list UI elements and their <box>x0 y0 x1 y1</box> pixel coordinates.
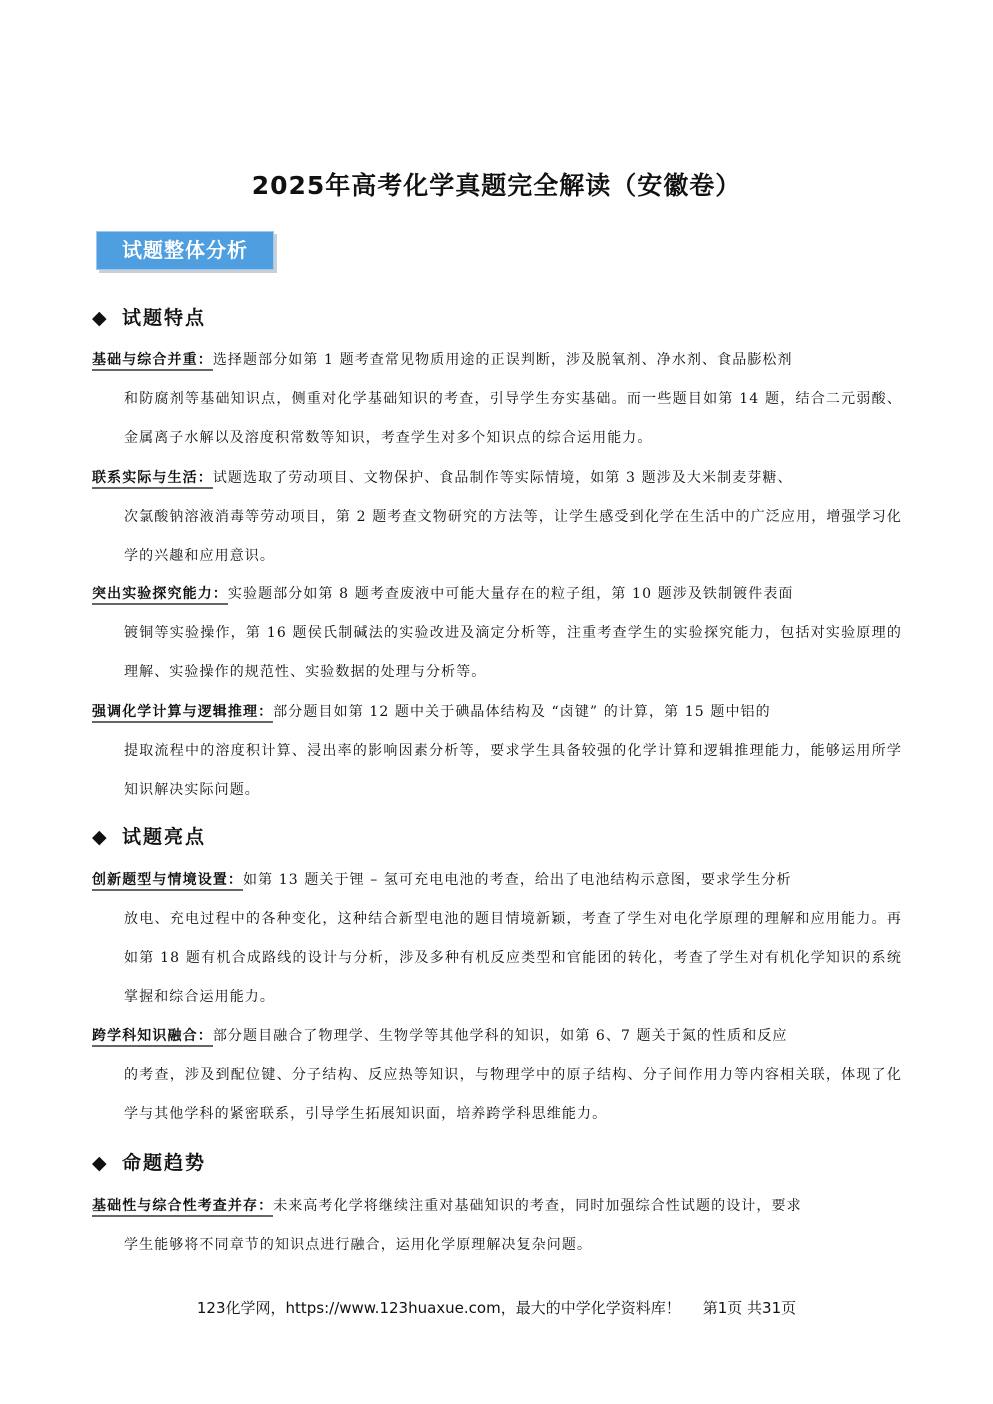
paragraph: 基础与综合并重：选择题部分如第 1 题考查常见物质用途的正误判断，涉及脱氧剂、净水剂、食品膨松剂 和防腐剂等基础知识点，侧重对化学基础知识的考查，引导学生夯实基础。而一些题目如第 14 题，结合二元弱酸、金属离子水解以及溶度积常数等知识，考查学生对多个知识点的综合运用能力。 <box>92 352 902 446</box>
section-heading-highlights: ◆ 试题亮点 <box>92 826 207 848</box>
section-heading-features: ◆ 试题特点 <box>92 307 207 329</box>
page-footer <box>0 1297 993 1318</box>
paragraph-lead: 突出实验探究能力： <box>92 586 228 605</box>
paragraph-lead: 跨学科知识融合： <box>92 1028 213 1047</box>
footer-source: 123化学网，https://www.123huaxue.com，最大的中学化学资料库！ <box>196 1299 681 1317</box>
diamond-bullet-icon: ◆ <box>92 1152 109 1174</box>
diamond-bullet-icon: ◆ <box>92 826 109 848</box>
paragraph: 跨学科知识融合：部分题目融合了物理学、生物学等其他学科的知识，如第 6、7 题关于氮的性质和反应 的考查，涉及到配位键、分子结构、反应热等知识，与物理学中的原子结构、分子间作用力等内容相关联，体现了化学与其他学科的紧密联系，引导学生拓展知识面，培养跨学科思维能力。 <box>92 1028 902 1122</box>
paragraph-lead: 基础与综合并重： <box>92 352 213 371</box>
paragraph: 突出实验探究能力：实验题部分如第 8 题考查废液中可能大量存在的粒子组，第 10 题涉及铁制镀件表面 镀铜等实验操作，第 16 题侯氏制碱法的实验改进及滴定分析等，注重考查学生的实验探究能力，包括对实验原理的理解、实验操作的规范性、实验数据的处理与分析等。 <box>92 586 902 680</box>
paragraph: 基础性与综合性考查并存：未来高考化学将继续注重对基础知识的考查，同时加强综合性试题的设计，要求 学生能够将不同章节的知识点进行融合，运用化学原理解决复杂问题。 <box>92 1198 802 1253</box>
page-title: 2025年高考化学真题完全解读（安徽卷） <box>251 171 742 200</box>
diamond-bullet-icon: ◆ <box>92 307 109 329</box>
paragraph-lead: 创新题型与情境设置： <box>92 872 243 891</box>
paragraph-lead: 联系实际与生活： <box>92 470 213 489</box>
section-heading-trends: ◆ 命题趋势 <box>92 1152 207 1174</box>
paragraph-lead: 强调化学计算与逻辑推理： <box>92 704 273 723</box>
section-banner: 试题整体分析 <box>96 231 274 270</box>
paragraph: 强调化学计算与逻辑推理：部分题目如第 12 题中关于碘晶体结构及 “卤键” 的计算，第 15 题中铝的 提取流程中的溶度积计算、浸出率的影响因素分析等，要求学生具备较强的化学计算和逻辑推理能力，能够运用所学知识解决实际问题。 <box>92 704 902 798</box>
paragraph-lead: 基础性与综合性考查并存： <box>92 1198 273 1217</box>
page-number: 第1页 共31页 <box>702 1299 797 1317</box>
paragraph: 创新题型与情境设置：如第 13 题关于锂 – 氢可充电电池的考查，给出了电池结构示意图，要求学生分析 放电、充电过程中的各种变化，这种结合新型电池的题目情境新颖，考查了学生对电化学原理的理解和应用能力。再如第 18 题有机合成路线的设计与分析，涉及多种有机反应类型和官能团的转化，考查了学生对有机化学知识的系统掌握和综合运用能力。 <box>92 872 902 1005</box>
paragraph: 联系实际与生活：试题选取了劳动项目、文物保护、食品制作等实际情境，如第 3 题涉及大米制麦芽糖、 次氯酸钠溶液消毒等劳动项目，第 2 题考查文物研究的方法等，让学生感受到化学在生活中的广泛应用，增强学习化学的兴趣和应用意识。 <box>92 470 902 564</box>
